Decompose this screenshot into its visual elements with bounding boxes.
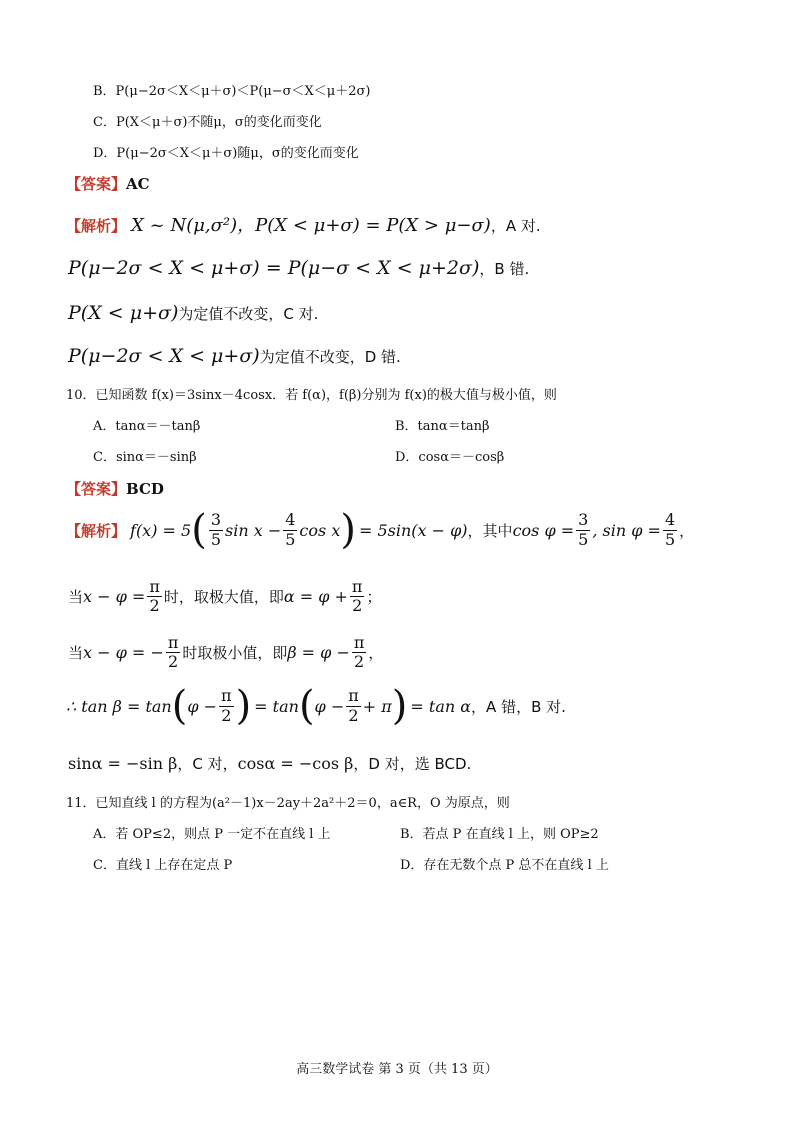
answer-tag: 【答案】	[66, 175, 127, 193]
math-expression: sin x −	[225, 520, 282, 540]
analysis-text: ，D 对，选 BCD.	[353, 755, 472, 773]
q10-option-c: C．sinα＝－sinβ	[93, 450, 197, 465]
answer-value: AC	[126, 175, 150, 193]
analysis-text: ，	[679, 521, 695, 540]
analysis-tag: 【解析】	[66, 217, 127, 235]
q10-analysis-line-1	[66, 507, 695, 553]
fraction: $\frac{3}{5}$	[578, 510, 589, 549]
math-expression: = tan α	[410, 696, 472, 716]
math-expression: P(μ−2σ < X < μ+σ) = P(μ−σ < X < μ+2σ)	[68, 257, 480, 279]
q10-stem: 10．已知函数 f(x)＝3sinx－4cosx．若 f(α)，f(β)分别为 f(x)的极大值与极小值，则	[66, 388, 557, 403]
math-expression: f(x) = 5	[130, 520, 192, 540]
right-paren: )	[340, 507, 356, 553]
q10-analysis-line-3	[68, 634, 383, 672]
q10-analysis-line-2	[68, 578, 381, 616]
q9-answer	[66, 173, 150, 194]
math-expression: α = φ +	[283, 587, 348, 607]
analysis-text: 时取极小值，即	[182, 644, 288, 663]
math-expression: φ −	[314, 696, 345, 716]
fraction: $\frac{\pi}{2}$	[221, 686, 232, 725]
fraction: $\frac{\pi}{2}$	[353, 633, 365, 672]
analysis-text: 为定值不改变，D 错.	[259, 348, 401, 366]
analysis-text: ，A 错，B 对.	[471, 697, 566, 716]
q9-option-d: D．P(μ−2σ＜X＜μ＋σ)随μ，σ的变化而变化	[93, 146, 359, 161]
math-expression: = 5sin(x − φ)	[358, 520, 468, 540]
fraction: $\frac{4}{5}$	[285, 510, 296, 549]
analysis-text: 当	[68, 588, 84, 607]
math-expression: ∴ tan β = tan	[66, 696, 172, 716]
q9-option-b: B．P(μ−2σ＜X＜μ＋σ)＜P(μ−σ＜X＜μ＋2σ)	[93, 84, 371, 99]
math-expression: + π	[362, 696, 392, 716]
math-expression: β = φ −	[287, 643, 350, 663]
analysis-text: 当	[68, 644, 84, 663]
q9-analysis-line-2	[68, 257, 529, 279]
q10-analysis-line-4	[66, 683, 566, 729]
math-expression: φ −	[187, 696, 218, 716]
math-expression: cos φ =	[512, 520, 575, 540]
math-expression: X ~ N(μ,σ²)，P(X < μ+σ) = P(X > μ−σ)	[131, 215, 491, 236]
answer-tag: 【答案】	[66, 480, 127, 498]
q11-option-c: C．直线 l 上存在定点 P	[93, 858, 233, 873]
fraction: $\frac{4}{5}$	[664, 510, 676, 549]
analysis-text: 时，取极大值，即	[163, 588, 284, 607]
math-expression: sinα = −sin β	[68, 754, 178, 773]
math-expression: cos x	[299, 520, 341, 540]
left-paren: (	[298, 683, 315, 729]
math-expression: P(X < μ+σ)	[68, 302, 179, 324]
analysis-text: ，C 对，	[177, 755, 238, 773]
math-expression: P(μ−2σ < X < μ+σ)	[68, 345, 260, 367]
q9-analysis-line-4	[68, 345, 401, 367]
q10-answer	[66, 478, 164, 499]
q9-analysis-line-1	[66, 211, 541, 237]
analysis-text: 为定值不改变，C 对.	[178, 305, 319, 323]
right-paren: )	[391, 683, 408, 729]
math-expression: , sin φ =	[592, 520, 661, 540]
q9-analysis-line-3	[68, 302, 318, 324]
math-expression: x − φ =	[83, 587, 146, 607]
analysis-text: ，其中	[467, 521, 513, 540]
fraction: $\frac{\pi}{2}$	[149, 577, 160, 616]
math-expression: = tan	[254, 696, 299, 716]
q11-option-b: B．若点 P 在直线 l 上，则 OP≥2	[400, 827, 599, 842]
q10-option-b: B．tanα＝tanβ	[395, 419, 490, 434]
q9-option-c: C．P(X＜μ＋σ)不随μ，σ的变化而变化	[93, 115, 322, 130]
fraction: $\frac{\pi}{2}$	[348, 686, 359, 725]
fraction: $\frac{3}{5}$	[210, 510, 221, 549]
analysis-text: ，A 对.	[490, 217, 541, 235]
right-paren: )	[235, 683, 252, 729]
analysis-text: ；	[366, 588, 382, 607]
fraction: $\frac{\pi}{2}$	[351, 577, 363, 616]
math-expression: cosα = −cos β	[237, 754, 354, 773]
math-expression: x − φ = −	[83, 643, 164, 663]
page-footer: 高三数学试卷 第 3 页（共 13 页）	[296, 1062, 498, 1077]
q11-option-a: A．若 OP≤2，则点 P 一定不在直线 l 上	[93, 827, 331, 842]
answer-value: BCD	[126, 480, 164, 498]
left-paren: (	[171, 683, 188, 729]
q10-option-a: A．tanα＝－tanβ	[93, 419, 201, 434]
analysis-tag: 【解析】	[66, 521, 127, 540]
q10-option-d: D．cosα＝－cosβ	[395, 450, 505, 465]
left-paren: (	[191, 507, 207, 553]
analysis-text: ，	[368, 644, 384, 663]
analysis-text: ，B 错.	[479, 260, 530, 278]
fraction: $\frac{\pi}{2}$	[167, 633, 179, 672]
q10-analysis-line-5	[68, 753, 471, 774]
q11-stem: 11．已知直线 l 的方程为(a²－1)x－2ay＋2a²＋2＝0，a∈R，O 为原点，则	[66, 796, 510, 811]
q11-option-d: D．存在无数个点 P 总不在直线 l 上	[400, 858, 609, 873]
